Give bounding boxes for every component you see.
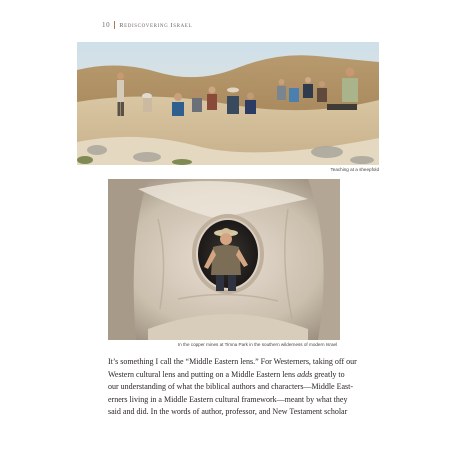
text-line-4 (108, 394, 348, 407)
text-line-1 (108, 356, 357, 369)
text-line-3-content: our understanding of what the biblical authors and characters—Middle East- (108, 382, 354, 392)
paragraph (108, 356, 357, 419)
body-text (108, 356, 357, 419)
text-line-3 (108, 381, 354, 394)
text-line-5 (108, 406, 348, 419)
header-divider (114, 21, 115, 29)
emphasized-word: adds (297, 369, 313, 379)
timna-mine-photo (108, 179, 340, 340)
sheepfold-photo (77, 42, 379, 165)
text-line-5-content: said and did. In the words of author, professor, and New Testament scholar (108, 407, 348, 417)
running-header (102, 21, 192, 29)
top-photo-caption: Teaching at a sheepfold (330, 167, 379, 172)
book-title: Rediscovering Israel (119, 21, 193, 29)
bottom-photo-caption: In the copper mines at Timna Park in the southern wilderness of modern Israel (178, 342, 338, 347)
text-line-2-end: greatly to (312, 369, 345, 379)
text-line-4-content: erners living in a Middle Eastern cultural framework—meant by what they (108, 394, 348, 404)
text-line-1-content: It’s something I call the “Middle Eastern lens.” For Westerners, taking off our (108, 357, 357, 366)
page-number: 10 (102, 21, 111, 29)
text-line-2 (108, 369, 345, 382)
text-line-2-start: Western cultural lens and putting on a Middle Eastern lens (108, 369, 298, 379)
